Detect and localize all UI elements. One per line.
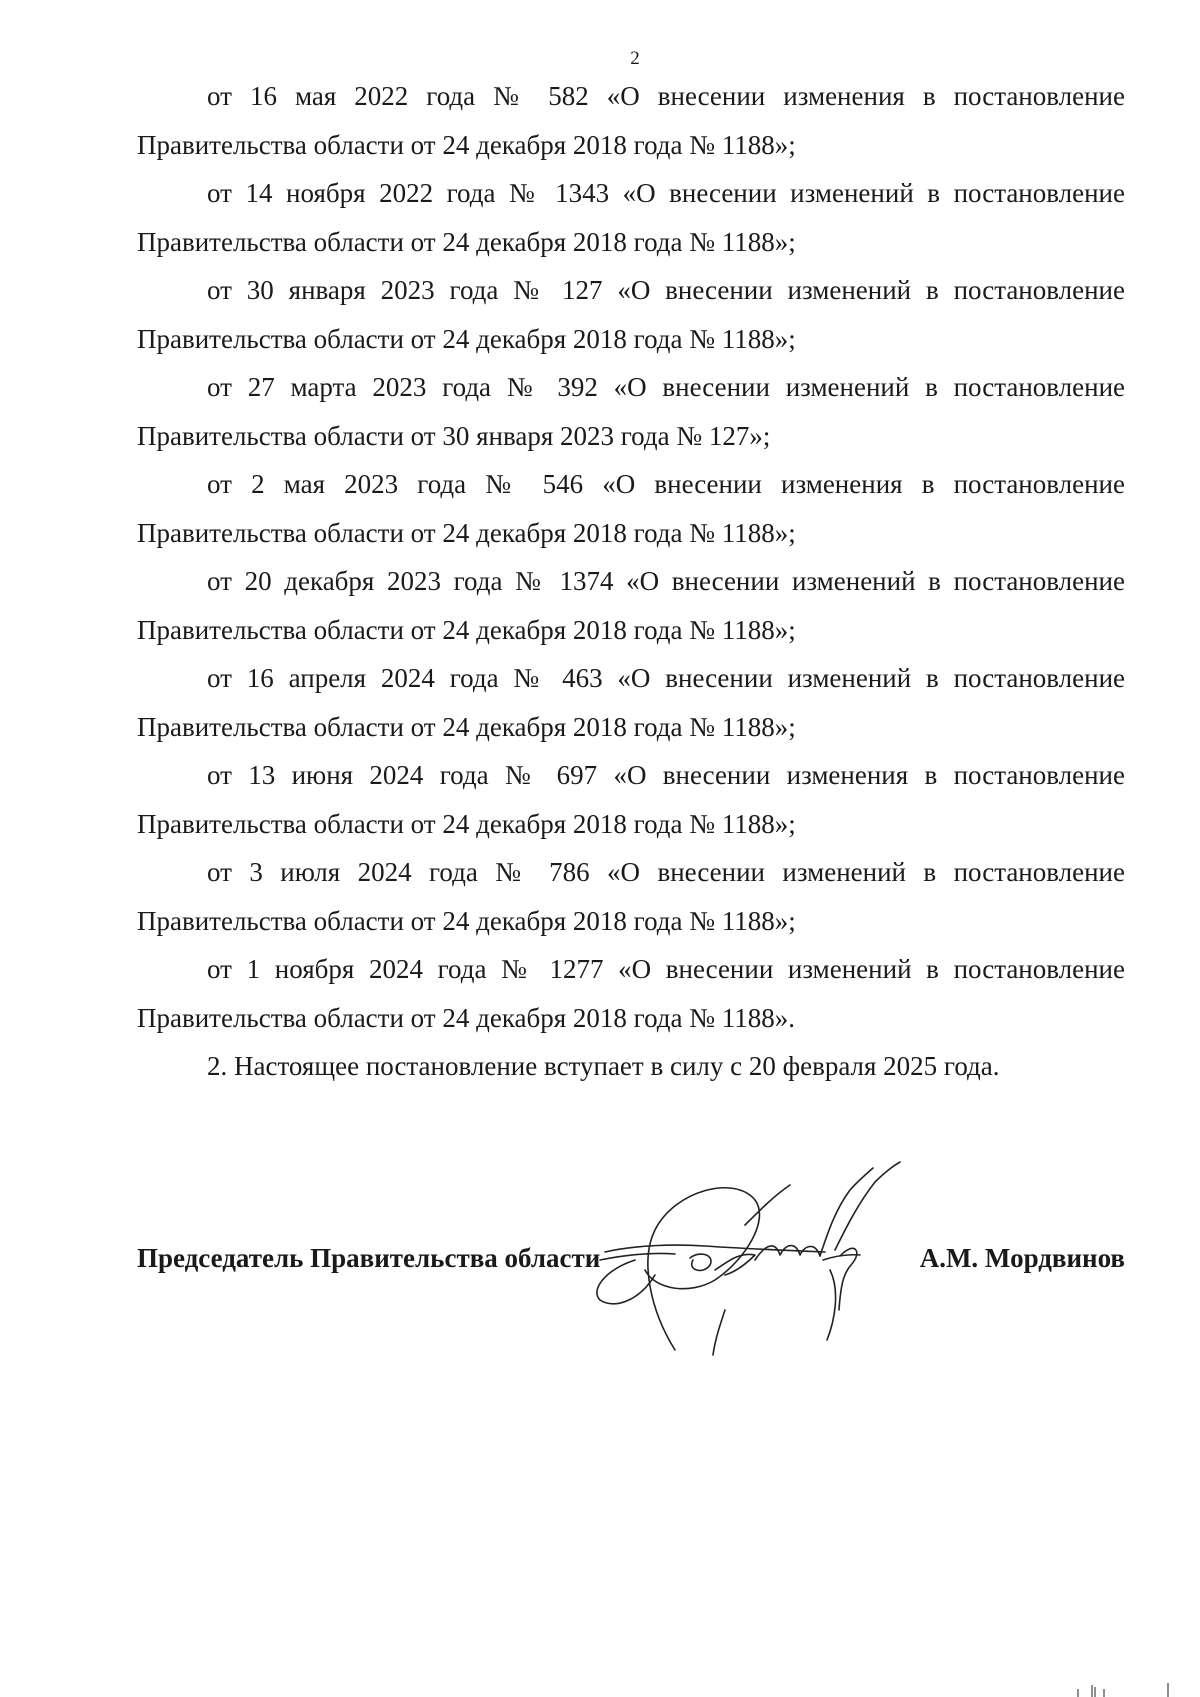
paragraph-amendment-9: от 3 июля 2024 года № 786 «О внесении изменений в постановление Правительства области от 24 декабря 2018 года № 1188»; — [137, 857, 1125, 936]
paragraph-amendment-10: от 1 ноября 2024 года № 1277 «О внесении изменений в постановление Правительства области от 24 декабря 2018 года № 1188». — [137, 954, 1125, 1033]
paragraph-amendment-4: от 27 марта 2023 года № 392 «О внесении изменений в постановление Правительства области от 30 января 2023 года № 127»; — [137, 372, 1125, 451]
paragraph-amendment-7: от 16 апреля 2024 года № 463 «О внесении изменений в постановление Правительства области от 24 декабря 2018 года № 1188»; — [137, 663, 1125, 742]
paragraph-amendment-1: от 16 мая 2022 года № 582 «О внесении изменения в постановление Правительства области от 24 декабря 2018 года № 1188»; — [137, 81, 1125, 160]
document-body — [137, 72, 1125, 1091]
signer-title: Председатель Правительства области — [137, 1243, 601, 1273]
paragraph-amendment-5: от 2 мая 2023 года № 546 «О внесении изменения в постановление Правительства области от 24 декабря 2018 года № 1188»; — [137, 469, 1125, 548]
paragraph-amendment-2: от 14 ноября 2022 года № 1343 «О внесении изменений в постановление Правительства области от 24 декабря 2018 года № 1188»; — [137, 178, 1125, 257]
paragraph-amendment-3: от 30 января 2023 года № 127 «О внесении изменений в постановление Правительства области от 24 декабря 2018 года № 1188»; — [137, 275, 1125, 354]
signature-block — [137, 1238, 1125, 1278]
page-number: 2 — [630, 48, 640, 69]
signer-name: А.М. Мордвинов — [919, 1243, 1125, 1273]
paragraph-amendment-8: от 13 июня 2024 года № 697 «О внесении изменения в постановление Правительства области от 24 декабря 2018 года № 1188»; — [137, 760, 1125, 839]
paragraph-effective-date: 2. Настоящее постановление вступает в силу с 20 февраля 2025 года. — [207, 1051, 1000, 1081]
paragraph-amendment-6: от 20 декабря 2023 года № 1374 «О внесении изменений в постановление Правительства области от 24 декабря 2018 года № 1188»; — [137, 566, 1125, 645]
scan-edge-marks — [1040, 1667, 1200, 1697]
